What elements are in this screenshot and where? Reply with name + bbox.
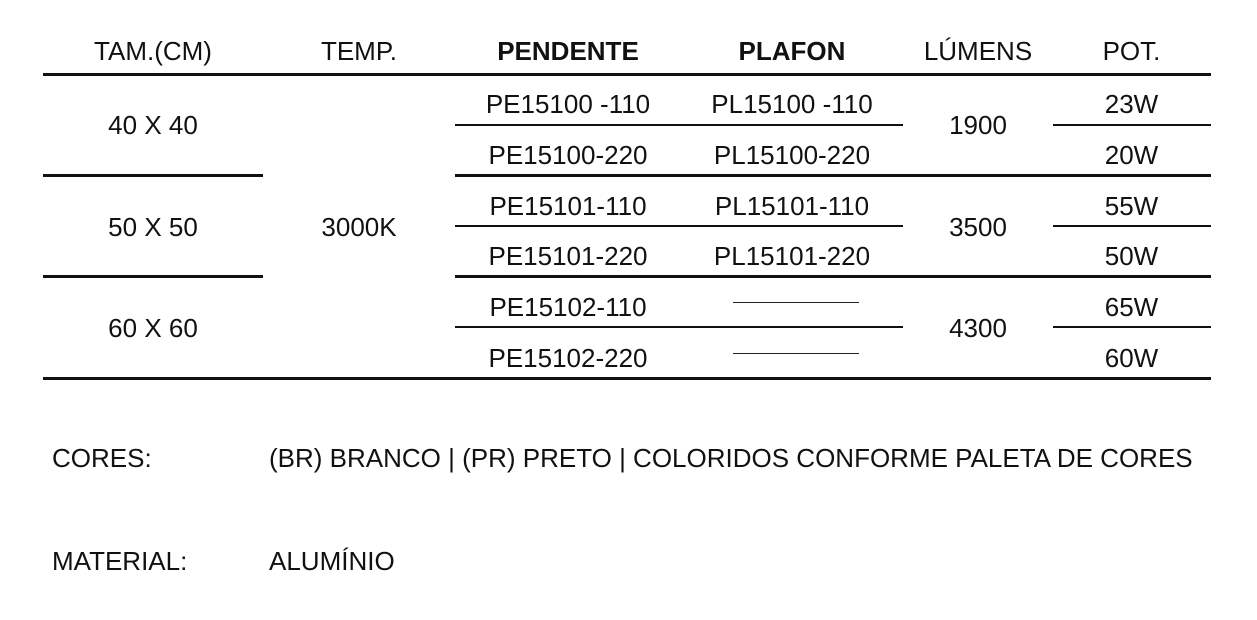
power-value: 50W xyxy=(1104,241,1159,271)
size-separator-1 xyxy=(43,174,263,177)
material-label: MATERIAL: xyxy=(52,546,188,576)
row-separator-g2-models xyxy=(455,225,903,227)
row-separator-g2-power xyxy=(1053,225,1211,227)
plafon-model: PL15101-110 xyxy=(714,191,870,221)
pendente-model: PE15102-220 xyxy=(488,343,648,373)
pendente-model: PE15100 -110 xyxy=(485,89,651,119)
power-value: 23W xyxy=(1104,89,1159,119)
power-value: 20W xyxy=(1104,140,1159,170)
plafon-model: PL15101-220 xyxy=(713,241,871,271)
size-separator-2 xyxy=(43,275,263,278)
header-lumens: LÚMENS xyxy=(923,36,1033,66)
pendente-model: PE15101-220 xyxy=(488,241,648,271)
header-power: POT. xyxy=(1102,36,1161,66)
material-value: ALUMÍNIO xyxy=(269,546,395,576)
power-value: 55W xyxy=(1104,191,1159,221)
pendente-model: PE15101-110 xyxy=(489,191,647,221)
lumens-value: 4300 xyxy=(949,313,1007,343)
row-separator-g3-power xyxy=(1053,326,1211,328)
lumens-value: 3500 xyxy=(949,212,1007,242)
group-separator-2 xyxy=(455,275,1211,278)
size-value: 40 X 40 xyxy=(108,110,198,140)
lumens-value: 1900 xyxy=(949,110,1007,140)
header-plafon: PLAFON xyxy=(738,36,846,66)
plafon-model: PL15100 -110 xyxy=(711,89,873,119)
power-value: 60W xyxy=(1104,343,1159,373)
colors-label: CORES: xyxy=(52,443,152,473)
pendente-model: PE15100-220 xyxy=(488,140,648,170)
plafon-unavailable-dash xyxy=(733,302,859,303)
row-separator-g3-models xyxy=(455,326,903,328)
header-size: TAM.(CM) xyxy=(94,36,212,66)
group-separator-1 xyxy=(455,174,1211,177)
size-value: 50 X 50 xyxy=(108,212,198,242)
temperature-value: 3000K xyxy=(321,212,397,242)
colors-value: (BR) BRANCO | (PR) PRETO | COLORIDOS CONFORME PALETA DE CORES xyxy=(269,443,1193,473)
header-temp: TEMP. xyxy=(320,36,398,66)
plafon-unavailable-dash xyxy=(733,353,859,354)
power-value: 65W xyxy=(1104,292,1159,322)
pendente-model: PE15102-110 xyxy=(489,292,647,322)
size-value: 60 X 60 xyxy=(108,313,198,343)
row-separator-g1-models xyxy=(455,124,903,126)
row-separator-g1-power xyxy=(1053,124,1211,126)
header-pendente: PENDENTE xyxy=(497,36,639,66)
table-top-border xyxy=(43,73,1211,76)
table-bottom-border xyxy=(43,377,1211,380)
plafon-model: PL15100-220 xyxy=(713,140,871,170)
